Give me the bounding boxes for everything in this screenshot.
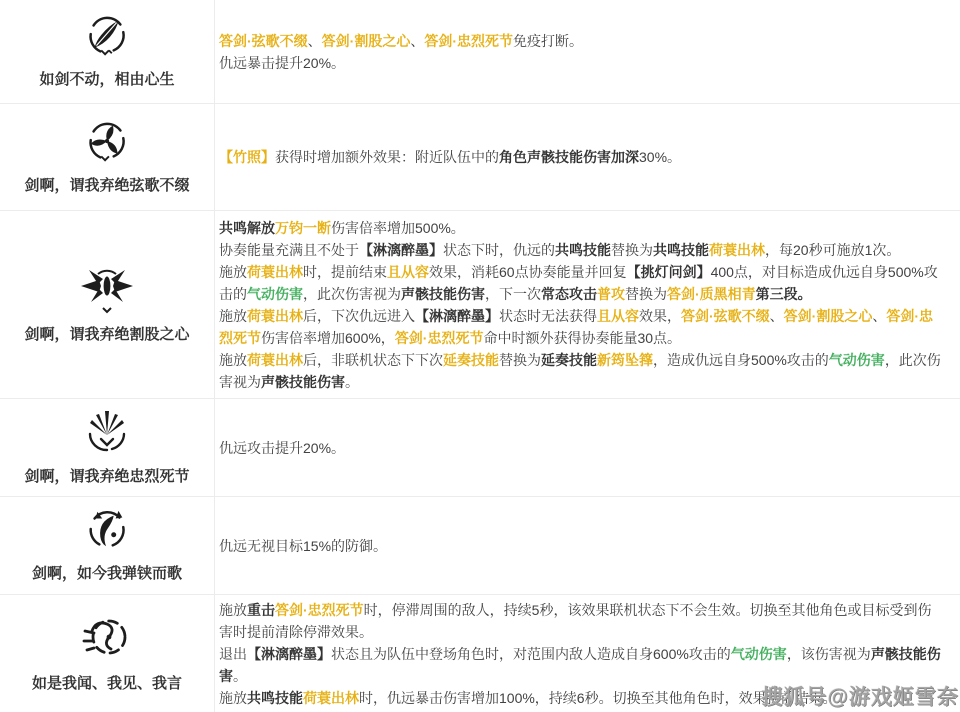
talent-name-cell: [0, 399, 215, 496]
pinwheel-emblem-icon: [84, 119, 130, 165]
talent-title: 剑啊，谓我弃绝割股之心: [24, 326, 190, 344]
plucked-sword-emblem-icon: [84, 507, 130, 553]
wind-swirl-emblem-icon: [81, 613, 133, 663]
talent-title: 如剑不动，相由心生: [39, 71, 175, 89]
table-row: [0, 496, 960, 594]
talent-description: 仇远无视目标15%的防御。: [219, 537, 388, 554]
table-row: [0, 103, 960, 210]
talent-name-cell: [0, 0, 215, 103]
talent-description: 仇远攻击提升20%。: [219, 439, 346, 456]
talent-title: 如是我闻、我见、我言: [31, 675, 182, 693]
watermark-text: 搜狐号@游戏姬雪奈: [761, 686, 959, 709]
table-row: [0, 210, 960, 398]
still-sword-emblem-icon: [84, 13, 130, 59]
talent-name-cell: [0, 497, 215, 594]
talent-description: 共鸣解放万钧一断伤害倍率增加500%。 协奏能量充满且不处于【淋漓醉墨】状态下时，仇远的共鸣技能替换为共鸣技能荷蓑出林，每20秒可施放1次。 施放荷蓑出林时，提前结束且从容效果，消耗60点协奏能量并回复【挑灯问剑】400点，对目标造成仇远自身500%攻击的气动伤害，此次伤害视为声骸技能伤害，下一次常态攻击普攻替换为答剑·质黑相青第三段。 施放荷蓑出林后，下次仇远进入【淋漓醉墨】状态时无法获得且从容效果，答剑·弦歌不缀、答剑·割股之心、答剑·忠烈死节伤害倍率增加600%，答剑·忠烈死节命中时额外获得协奏能量30点。 施放荷蓑出林后，非联机状态下下次延奏技能替换为延奏技能新筠坠箨，造成仇远自身500%攻击的气动伤害，此次伤害视为声骸技能伤害。: [219, 219, 941, 390]
talent-description: 答剑·弦歌不缀、答剑·割股之心、答剑·忠烈死节免疫打断。 仇远暴击提升20%。: [219, 32, 584, 71]
radiant-bloom-emblem-icon: [83, 408, 131, 456]
talent-description: 施放重击答剑·忠烈死节时，停滞周围的敌人，持续5秒，该效果联机状态下不会生效。切换至其他角色或目标受到伤害时提前清除停滞效果。 退出【淋漓醉墨】状态且为队伍中登场角色时，对范围内敌人造成自身600%攻击的气动伤害，该伤害视为声骸技能伤害。 施放共鸣技能荷蓑出林时，仇远暴击伤害增加100%，持续6秒。切换至其他角色时，效果提前结束。: [219, 601, 941, 706]
talent-title: 剑啊，如今我弹铗而歌: [31, 565, 182, 583]
table-row: [0, 398, 960, 496]
talent-description: 【竹照】获得时增加额外效果：附近队伍中的角色声骸技能伤害加深30%。: [219, 149, 682, 165]
talent-title: 剑啊，谓我弃绝忠烈死节: [24, 468, 190, 486]
talent-name-cell: [0, 211, 215, 398]
spiked-mask-emblem-icon: [78, 264, 136, 314]
table-row: [0, 0, 960, 103]
talent-name-cell: [0, 104, 215, 210]
talent-title: 剑啊，谓我弃绝弦歌不缀: [24, 176, 190, 194]
talent-name-cell: [0, 595, 215, 712]
